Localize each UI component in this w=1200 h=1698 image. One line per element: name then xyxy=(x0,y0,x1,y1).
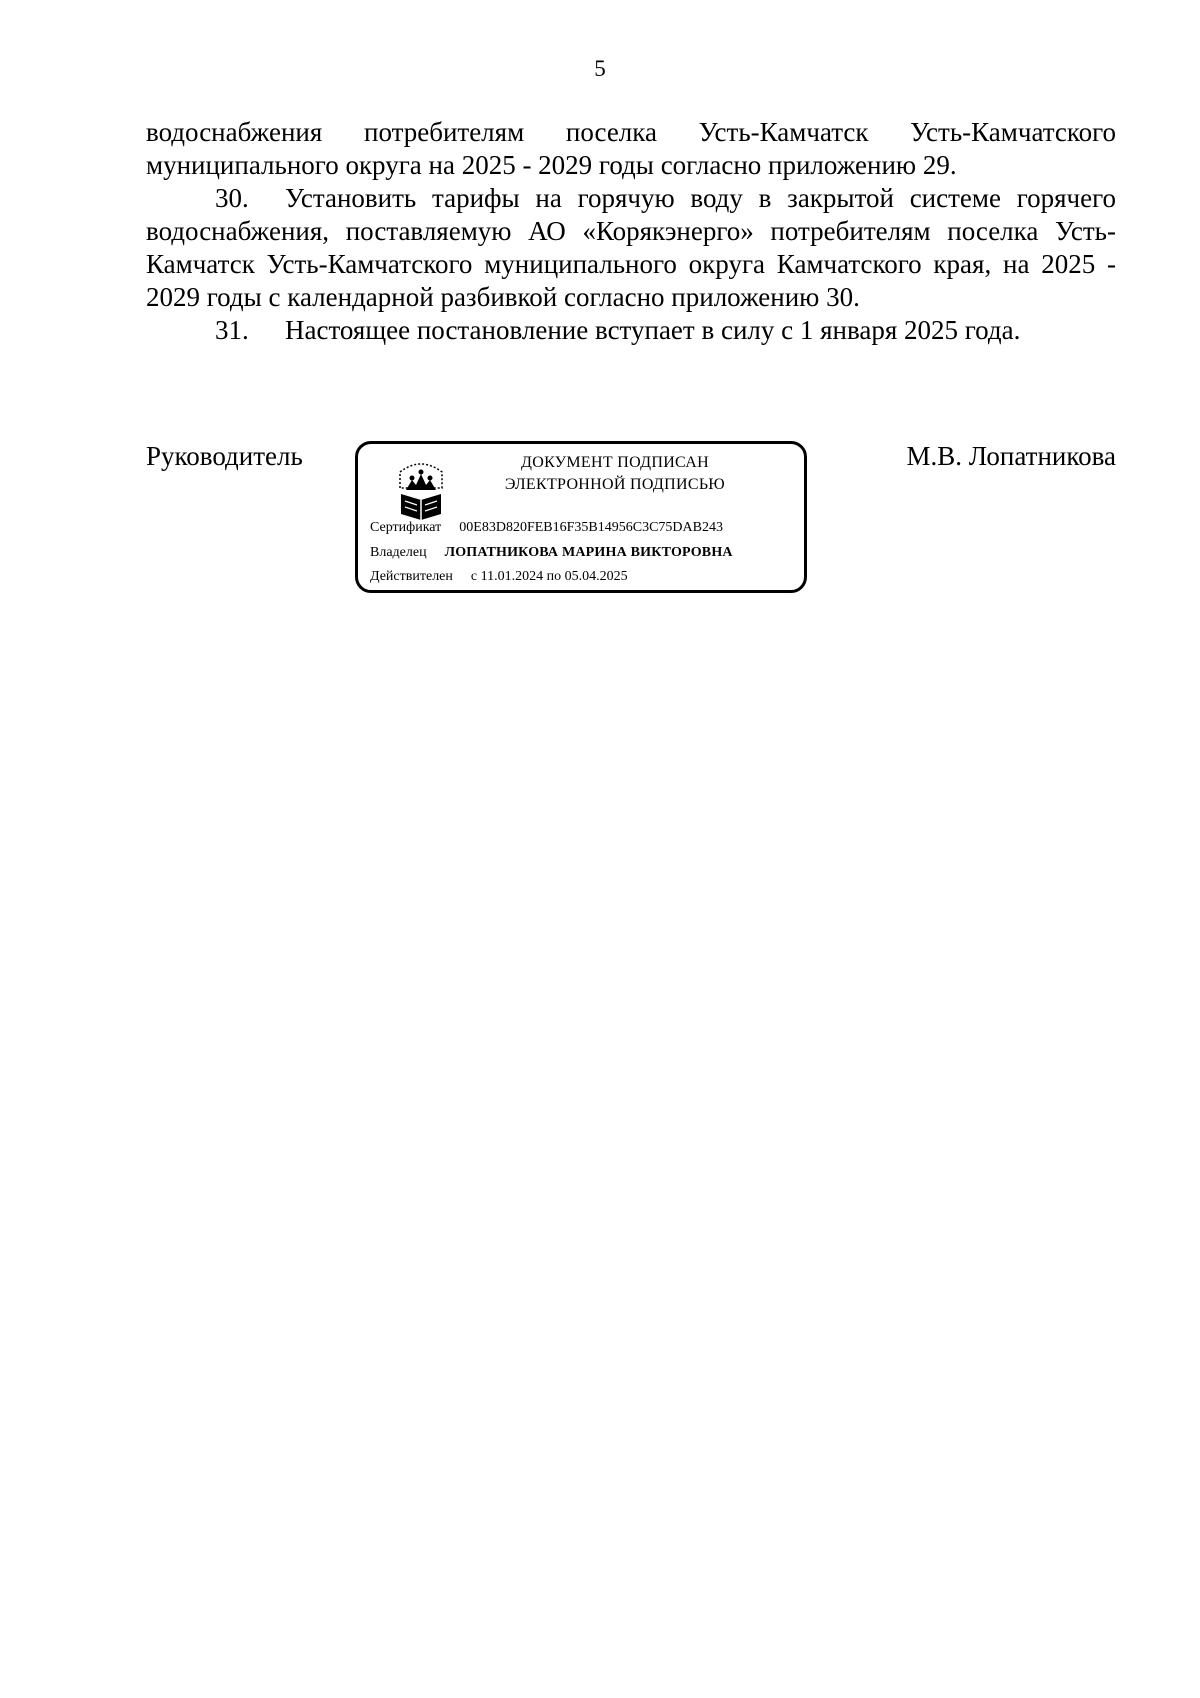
owner-label: Владелец xyxy=(370,545,427,560)
electronic-signature-stamp xyxy=(355,441,807,593)
owner-value: ЛОПАТНИКОВА МАРИНА ВИКТОРОВНА xyxy=(444,545,733,560)
certificate-value: 00E83D820FEB16F35B14956C3C75DAB243 xyxy=(459,520,723,535)
validity-label: Действителен xyxy=(370,569,453,584)
paragraph-number: 31. xyxy=(215,315,249,345)
paragraph-30 xyxy=(146,182,1116,314)
paragraph-text: Установить тарифы на горячую воду в закрытой системе горячего водоснабжения, поставляемую АО «Корякэнерго» потребителям поселка Усть-Камчатск Усть-Камчатского муниципального округа Камчатского края, на 2025 - 2029 годы с календарной разбивкой согласно приложению 30. xyxy=(146,183,1116,312)
paragraph-31 xyxy=(146,314,1116,347)
signatory-name: М.В. Лопатникова xyxy=(906,441,1116,471)
stamp-certificate-row xyxy=(370,520,723,536)
stamp-title xyxy=(454,452,776,496)
page-number: 5 xyxy=(594,56,606,81)
document-body xyxy=(146,116,1116,347)
signatory-position: Руководитель xyxy=(146,441,303,471)
stamp-title-line1: ДОКУМЕНТ ПОДПИСАН xyxy=(521,454,709,471)
kamchatka-emblem-icon xyxy=(396,458,446,520)
paragraph-text: Настоящее постановление вступает в силу с 1 января 2025 года. xyxy=(285,315,1021,345)
validity-value: с 11.01.2024 по 05.04.2025 xyxy=(470,569,628,584)
paragraph-29-continuation: водоснабжения потребителям поселка Усть-Камчатск Усть-Камчатского муниципального округа на 2025 - 2029 годы согласно приложению 29. xyxy=(146,117,1116,180)
stamp-owner-row xyxy=(370,545,733,561)
stamp-title-line2: ЭЛЕКТРОННОЙ ПОДПИСЬЮ xyxy=(504,476,726,493)
paragraph-number: 30. xyxy=(215,183,249,213)
stamp-validity-row xyxy=(370,569,628,585)
certificate-label: Сертификат xyxy=(370,520,442,535)
